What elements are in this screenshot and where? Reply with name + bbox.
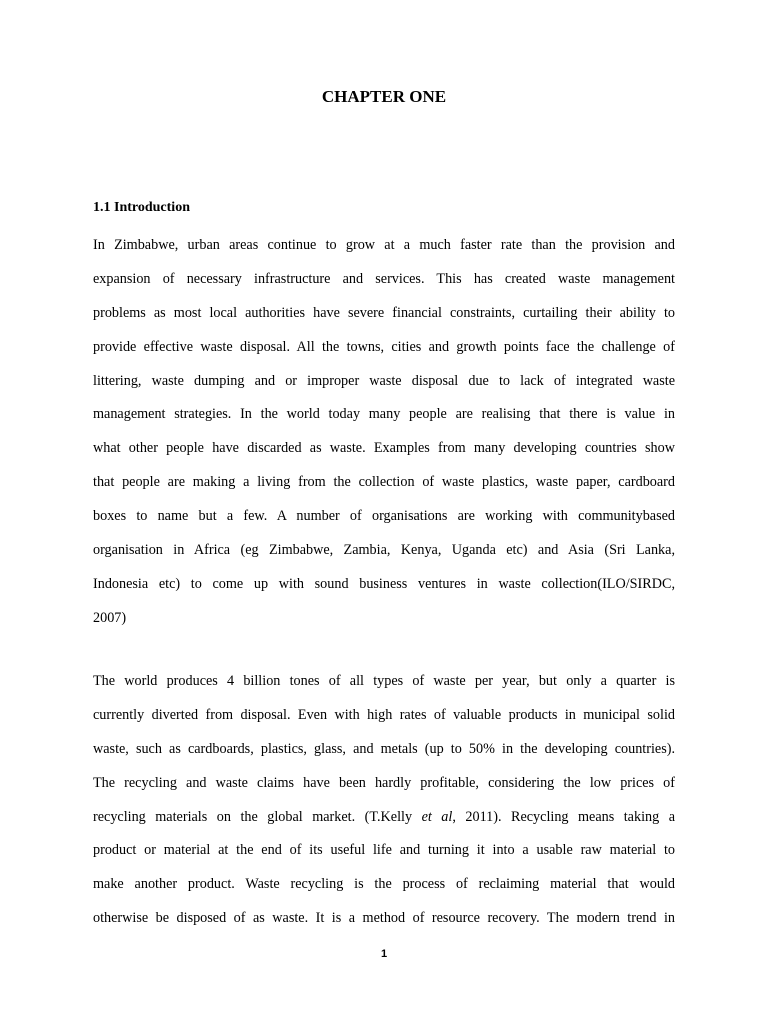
- paragraph-line: make another product. Waste recycling is the process of reclaiming material that would: [93, 876, 675, 893]
- paragraph-line: littering, waste dumping and or improper waste disposal due to lack of integrated waste: [93, 372, 675, 389]
- paragraph-line: provide effective waste disposal. All the towns, cities and growth points face the challenge of: [93, 338, 675, 355]
- section-heading: 1.1 Introduction: [93, 200, 190, 215]
- paragraph-line: management strategies. In the world today many people are realising that there is value in: [93, 406, 675, 423]
- paragraph-line: boxes to name but a few. A number of organisations are working with communitybased: [93, 508, 675, 525]
- paragraph-line: what other people have discarded as waste. Examples from many developing countries show: [93, 440, 675, 457]
- paragraph-line: currently diverted from disposal. Even with high rates of valuable products in municipal solid: [93, 706, 675, 723]
- chapter-title: CHAPTER ONE: [321, 87, 447, 106]
- paragraph-line: problems as most local authorities have severe financial constraints, curtailing their ability to: [93, 304, 675, 321]
- paragraph-line: The recycling and waste claims have been hardly profitable, considering the low prices of: [93, 774, 675, 791]
- paragraph-line: expansion of necessary infrastructure and services. This has created waste management: [93, 270, 675, 287]
- paragraph-line: product or material at the end of its useful life and turning it into a usable raw material to: [93, 842, 675, 859]
- paragraph-line: otherwise be disposed of as waste. It is a method of resource recovery. The modern trend in: [93, 910, 675, 927]
- paragraph-waste-recycling: [93, 670, 675, 941]
- paragraph-introduction: [93, 234, 675, 641]
- paragraph-line-with-citation: recycling materials on the global market. (T.Kelly et al, 2011). Recycling means taking a: [93, 808, 675, 825]
- paragraph-line: that people are making a living from the collection of waste plastics, waste paper, cardboard: [93, 474, 675, 491]
- paragraph-line: Indonesia etc) to come up with sound business ventures in waste collection(ILO/SIRDC,: [93, 575, 675, 592]
- citation-et-al: et al: [421, 808, 453, 825]
- paragraph-line: 2007): [93, 609, 127, 626]
- paragraph-line: waste, such as cardboards, plastics, glass, and metals (up to 50% in the developing countries).: [93, 740, 675, 757]
- paragraph-line: The world produces 4 billion tones of all types of waste per year, but only a quarter is: [93, 673, 675, 689]
- page-number: 1: [380, 948, 388, 960]
- paragraph-line: In Zimbabwe, urban areas continue to grow at a much faster rate than the provision and: [93, 237, 675, 253]
- paragraph-line: organisation in Africa (eg Zimbabwe, Zambia, Kenya, Uganda etc) and Asia (Sri Lanka,: [93, 542, 675, 559]
